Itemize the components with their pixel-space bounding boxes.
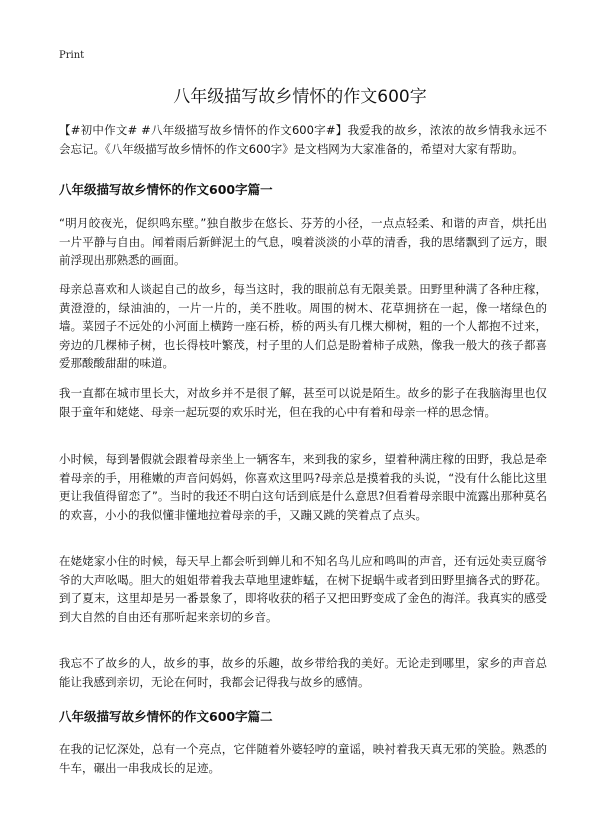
intro-tag: 【#初中作文# #八年级描写故乡情怀的作文600字#】 [59,123,348,137]
print-link[interactable]: Print [59,50,85,61]
paragraph: 我忘不了故乡的人，故乡的事，故乡的乐趣，故乡带给我的美好。无论走到哪里，家乡的声音总能让我感到亲切，无论在何时，我都会记得我与故乡的感情。 [59,656,547,689]
intro-paragraph [59,121,547,158]
paragraph: 母亲总喜欢和人谈起自己的故乡，每当这时，我的眼前总有无限美景。田野里种满了各种庄稼，黄澄澄的，绿油油的，一片一片的，美不胜收。周围的树木、花草拥挤在一起，像一堵绿色的墙。菜园子不远处的小河面上横跨一座石桥，桥的两头有几棵大柳树，粗的一个人都抱不过来，旁边的几棵柿子树，也长得枝叶繁茂，村子里的人们总是盼着柿子成熟，像我一般大的孩子都喜爱那酸酸甜甜的味道。 [59,282,547,370]
section-heading-1: 八年级描写故乡情怀的作文600字篇一 [59,182,273,197]
intro-text: 我爱我的故乡，浓浓的故乡情我永远不会忘记。《八年级描写故乡情怀的作文600字》是文档网为大家准备的，希望对大家有帮助。 [59,123,547,156]
paragraph: 在我的记忆深处，总有一个亮点，它伴随着外婆轻哼的童谣，映衬着我天真无邪的笑脸。熟悉的牛车，碾出一串我成长的足迹。 [59,742,547,775]
page-title: 八年级描写故乡情怀的作文600字 [173,87,427,107]
paragraph: 小时候，每到暑假就会跟着母亲坐上一辆客车，来到我的家乡，望着种满庄稼的田野，我总是牵着母亲的手，用稚嫩的声音问妈妈，你喜欢这里吗?母亲总是摸着我的头说，“没有什么能比这里更让我值得留恋了”。当时的我还不明白这句话到底是什么意思?但看着母亲眼中流露出那种莫名的欢喜，小小的我似懂非懂地拉着母亲的手，又蹦又跳的笑着点了点头。 [59,452,547,522]
section-heading-2: 八年级描写故乡情怀的作文600字篇二 [59,709,273,724]
paragraph: 在姥姥家小住的时候，每天早上都会听到蝉儿和不知名鸟儿应和鸣叫的声音，还有远处卖豆腐爷爷的大声吆喝。胆大的姐姐带着我去草地里逮蚱蜢，在树下捉蜗牛或者到田野里摘各式的野花。到了夏末，这里却是另一番景象了，即将收获的稻子又把田野变成了金色的海洋。我真实的感受到大自然的自由还有那听起来亲切的乡音。 [59,554,547,624]
paragraph: “明月皎夜光，促织鸣东壁。”独自散步在悠长、芬芳的小径，一点点轻柔、和谐的声音，烘托出一片平静与自由。闻着雨后新鲜泥土的气息，嗅着淡淡的小草的清香，我的思绪飘到了远方，眼前浮现出那熟悉的画面。 [59,216,547,267]
paragraph: 我一直都在城市里长大，对故乡并不是很了解，甚至可以说是陌生。故乡的影子在我脑海里也仅限于童年和姥姥、母亲一起玩耍的欢乐时光，但在我的心中有着和母亲一样的思念情。 [59,386,547,419]
